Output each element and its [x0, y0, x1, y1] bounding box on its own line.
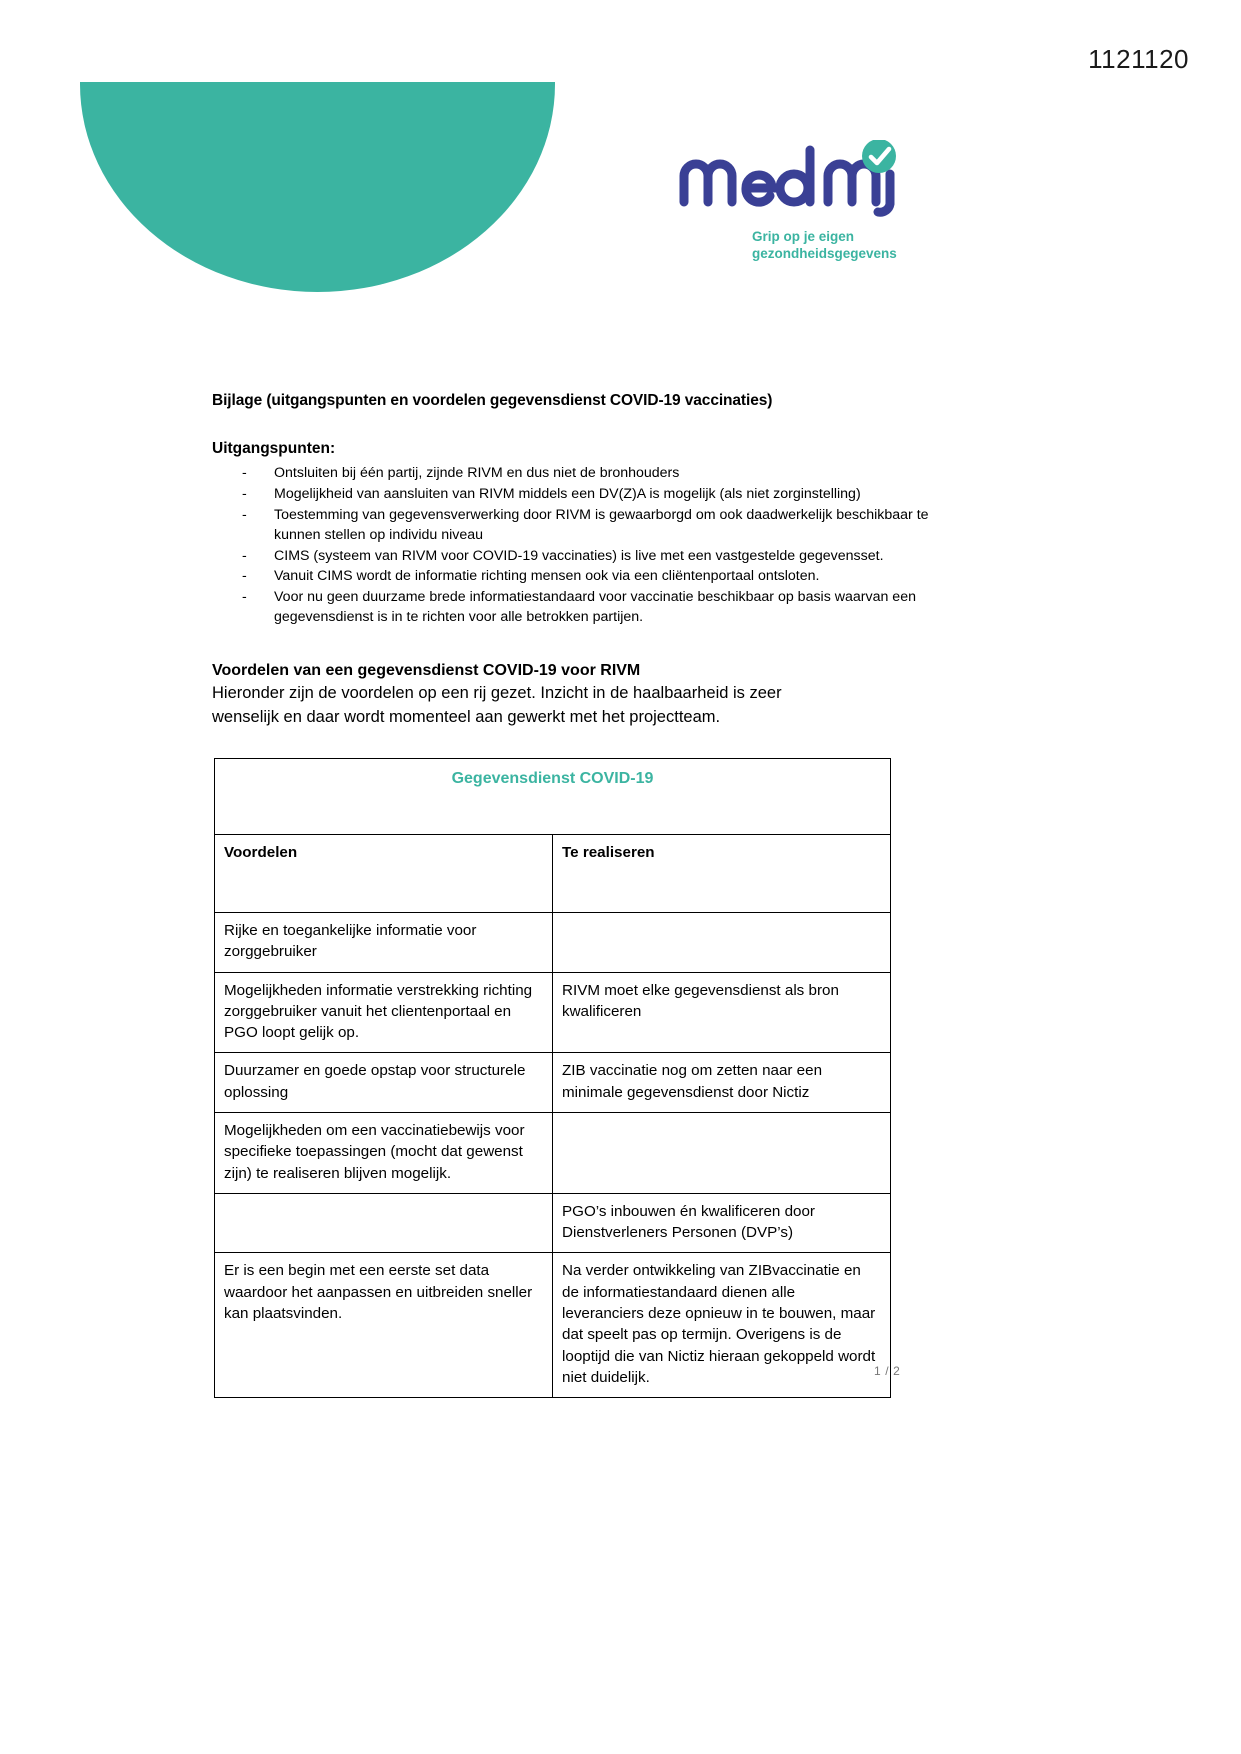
medmij-logo	[676, 140, 916, 263]
cell-voordelen: Er is een begin met een eerste set data waardoor het aanpassen en uitbreiden sneller kan plaatsvinden.	[215, 1253, 553, 1398]
list-item: - CIMS (systeem van RIVM voor COVID-19 vaccinaties) is live met een vastgestelde gegevensset.	[212, 547, 952, 567]
list-item: - Mogelijkheid van aansluiten van RIVM middels een DV(Z)A is mogelijk (als niet zorginstelling)	[212, 485, 952, 505]
table-title: Gegevensdienst COVID-19	[215, 759, 891, 835]
intro-paragraph: Hieronder zijn de voordelen op een rij gezet. Inzicht in de haalbaarheid is zeer wenselijk en daar wordt momenteel aan gewerkt met het projectteam.	[212, 684, 782, 726]
list-item: - Voor nu geen duurzame brede informatiestandaard voor vaccinatie beschikbaar op basis waarvan een gegevensdienst is in te richten voor alle betrokken partijen.	[212, 588, 952, 628]
table-row	[215, 1112, 891, 1193]
section-title-uitgangspunten: Uitgangspunten:	[212, 440, 336, 457]
cell-te-realiseren: PGO’s inbouwen én kwalificeren door Dienstverleners Personen (DVP’s)	[553, 1193, 891, 1253]
logo-tagline	[752, 228, 916, 263]
table-row	[215, 1053, 891, 1113]
list-item: - Toestemming van gegevensverwerking door RIVM is gewaarborgd om ook daadwerkelijk beschikbaar te kunnen stellen op individu niveau	[212, 506, 952, 546]
cell-voordelen: Rijke en toegankelijke informatie voor zorggebruiker	[215, 913, 553, 973]
uitgangspunten-list	[212, 464, 952, 628]
cell-te-realiseren: RIVM moet elke gegevensdienst als bron kwalificeren	[553, 972, 891, 1053]
logo-check-badge-icon	[862, 140, 896, 173]
table-header-row	[215, 835, 891, 913]
section-title-bijlage: Bijlage (uitgangspunten en voordelen gegevensdienst COVID-19 vaccinaties)	[212, 392, 773, 409]
document-body	[212, 392, 952, 730]
table-row	[215, 913, 891, 973]
table-row	[215, 972, 891, 1053]
logo-tagline-line1: Grip op je eigen	[752, 229, 855, 244]
list-item: - Ontsluiten bij één partij, zijnde RIVM en dus niet de bronhouders	[212, 464, 952, 484]
teal-decoration-shape	[80, 82, 555, 292]
list-item: - Vanuit CIMS wordt de informatie richting mensen ook via een cliëntenportaal ontsloten.	[212, 567, 952, 587]
benefits-table	[214, 758, 891, 1398]
logo-tagline-line2: gezondheidsgegevens	[752, 246, 897, 262]
page-number: 1 / 2	[874, 1364, 901, 1378]
column-header-te-realiseren: Te realiseren	[553, 835, 891, 913]
cell-voordelen: Mogelijkheden informatie verstrekking richting zorggebruiker vanuit het clientenportaal en PGO loopt gelijk op.	[215, 972, 553, 1053]
table-title-row	[215, 759, 891, 835]
cell-te-realiseren: Na verder ontwikkeling van ZIBvaccinatie en de informatiestandaard dienen alle leveranciers deze opnieuw in te bouwen, maar dat speelt pas op termijn. Overigens is de looptijd die van Nictiz hieraan gekoppeld wordt niet duidelijk.	[553, 1253, 891, 1398]
cell-voordelen: Duurzamer en goede opstap voor structurele oplossing	[215, 1053, 553, 1113]
column-header-voordelen: Voordelen	[215, 835, 553, 913]
cell-te-realiseren: ZIB vaccinatie nog om zetten naar een minimale gegevensdienst door Nictiz	[553, 1053, 891, 1113]
cell-voordelen: Mogelijkheden om een vaccinatiebewijs voor specifieke toepassingen (mocht dat gewenst zijn) te realiseren blijven mogelijk.	[215, 1112, 553, 1193]
table-row	[215, 1253, 891, 1398]
document-number: 1121120	[1088, 44, 1189, 74]
table-row	[215, 1193, 891, 1253]
cell-te-realiseren	[553, 1112, 891, 1193]
cell-voordelen	[215, 1193, 553, 1253]
cell-te-realiseren	[553, 913, 891, 973]
medmij-wordmark-icon	[676, 140, 908, 222]
section-title-voordelen: Voordelen van een gegevensdienst COVID-19 voor RIVM	[212, 662, 641, 679]
